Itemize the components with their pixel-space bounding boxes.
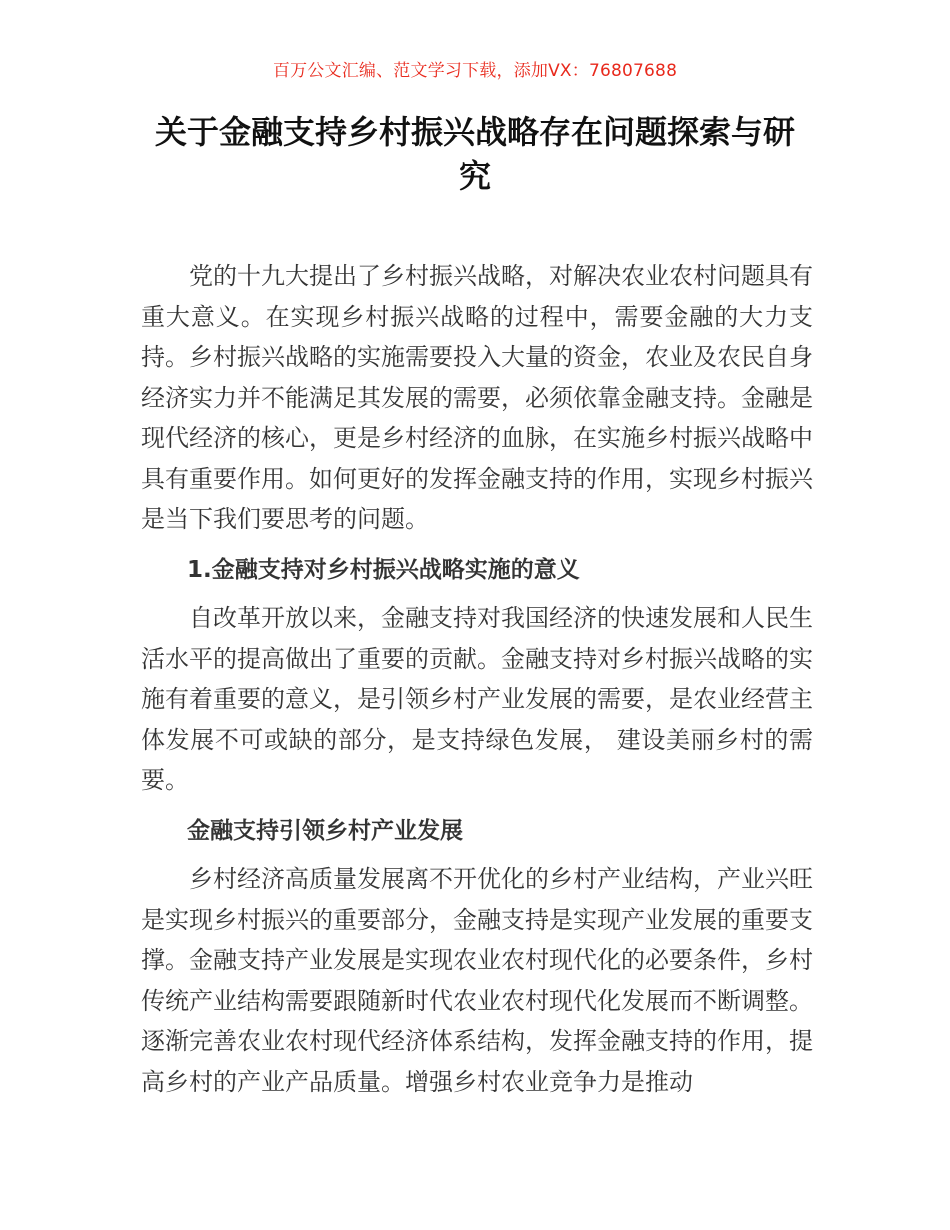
document-title: 关于金融支持乡村振兴战略存在问题探索与研究 <box>154 113 795 195</box>
header-banner: 百万公文汇编、范文学习下载，添加VX：76807688 <box>272 61 678 81</box>
section-heading-1: 1.金融支持对乡村振兴战略实施的意义 <box>187 556 580 583</box>
paragraph-significance: 自改革开放以来，金融支持对我国经济的快速发展和人民生活水平的提高做出了重要的贡献。金融支持对乡村振兴战略的实施有着重要的意义，是引领乡村产业发展的需要，是农业经营主体发展不可或缺的部分，是支持绿色发展， 建设美丽乡村的需要。 <box>141 604 813 794</box>
section-heading-2: 金融支持引领乡村产业发展 <box>187 817 463 844</box>
document-body <box>141 256 813 1102</box>
paragraph-industry: 乡村经济高质量发展离不开优化的乡村产业结构，产业兴旺是实现乡村振兴的重要部分，金融支持是实现产业发展的重要支撑。金融支持产业发展是实现农业农村现代化的必要条件，乡村传统产业结构需要跟随新时代农业农村现代化发展而不断调整。逐渐完善农业农村现代经济体系结构，发挥金融支持的作用，提高乡村的产业产品质量。增强乡村农业竞争力是推动 <box>141 865 813 1096</box>
paragraph-intro: 党的十九大提出了乡村振兴战略，对解决农业农村问题具有重大意义。在实现乡村振兴战略的过程中，需要金融的大力支持。乡村振兴战略的实施需要投入大量的资金，农业及农民自身经济实力并不能满足其发展的需要，必须依靠金融支持。金融是现代经济的核心，更是乡村经济的血脉，在实施乡村振兴战略中具有重要作用。如何更好的发挥金融支持的作用，实现乡村振兴是当下我们要思考的问题。 <box>141 262 813 533</box>
